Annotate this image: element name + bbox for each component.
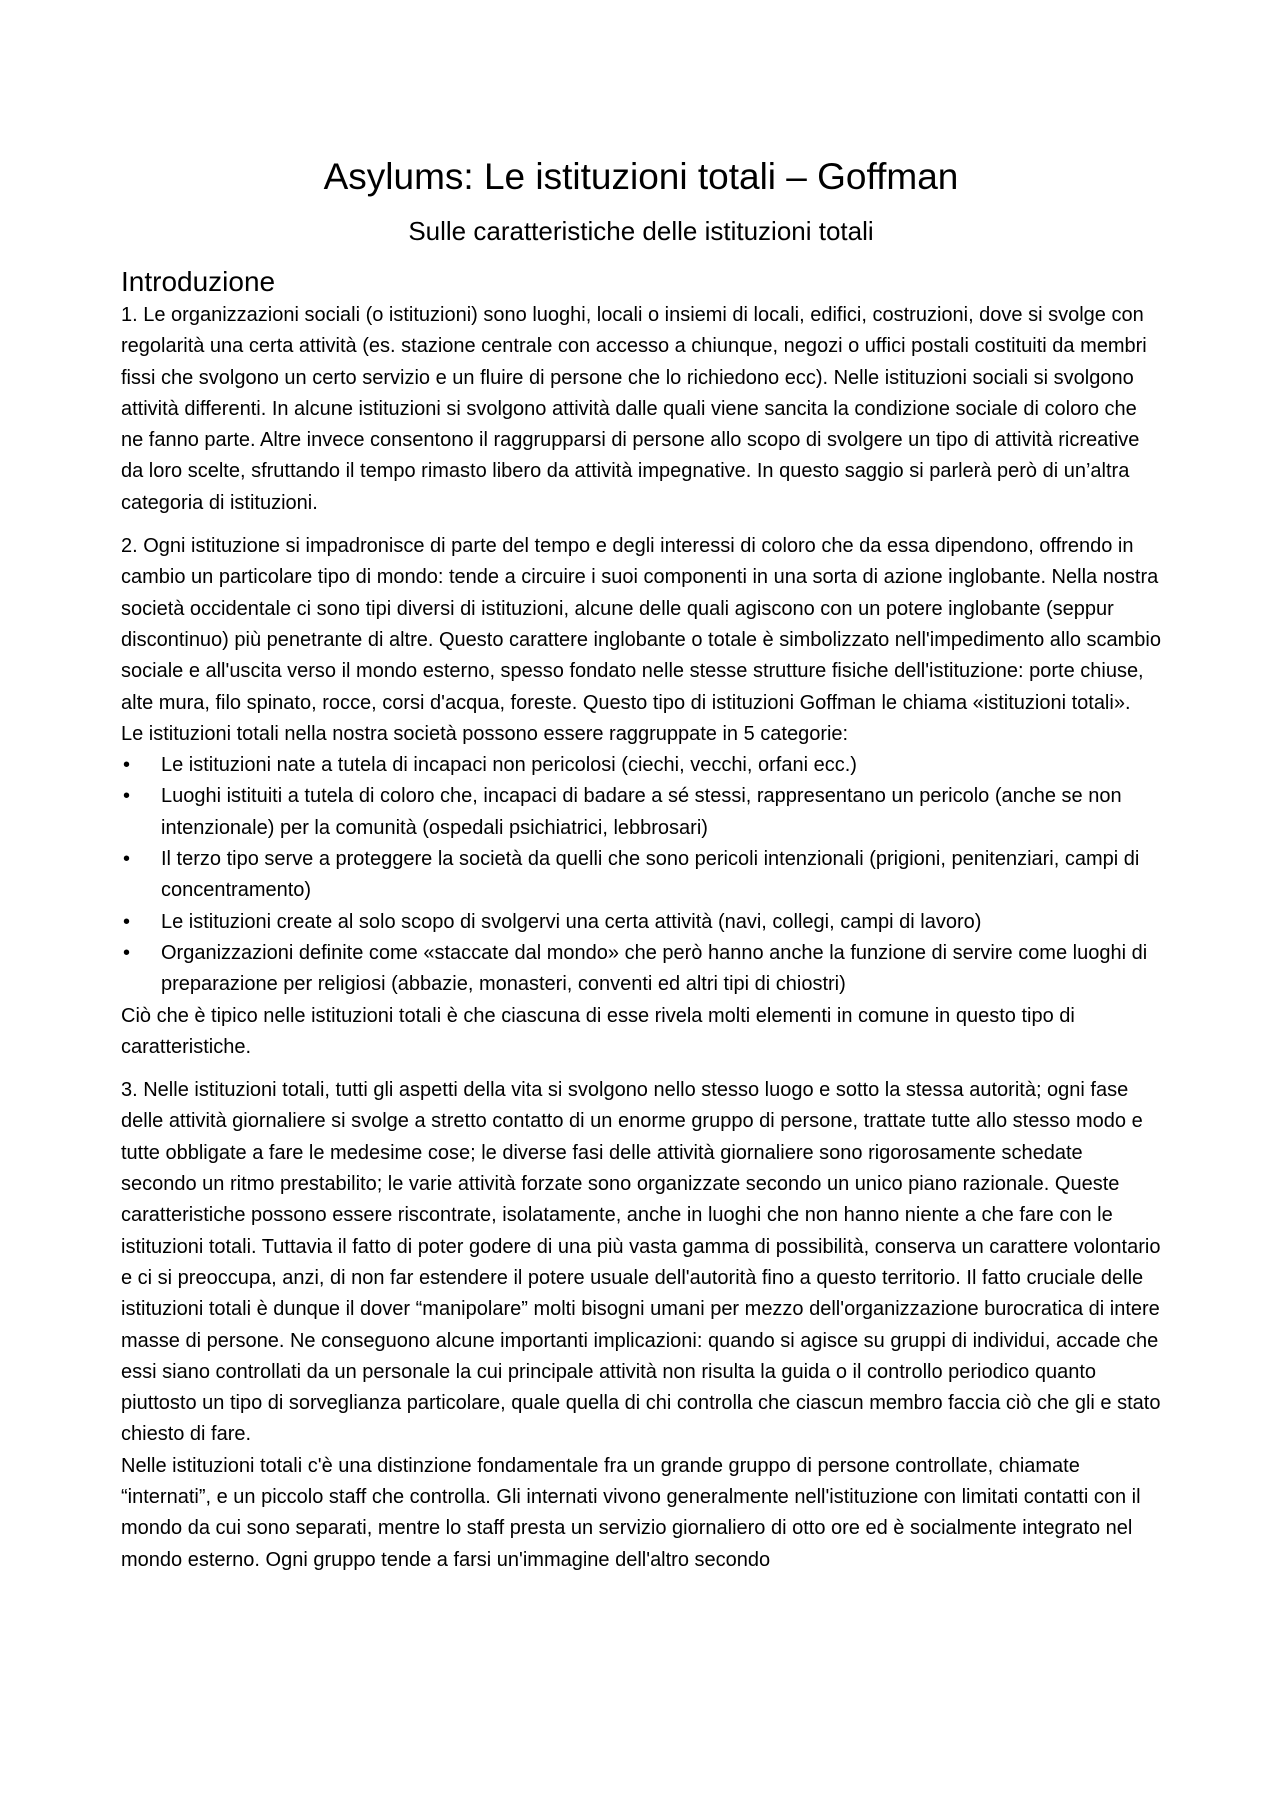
bullet-glyph: • [123, 754, 131, 777]
bullet-glyph: • [123, 910, 131, 933]
section-heading-introduzione: Introduzione [121, 266, 276, 297]
categories-list [121, 750, 1161, 1000]
document-body [121, 150, 1161, 1576]
paragraph-1: 1. Le organizzazioni sociali (o istituzioni) sono luoghi, locali o insiemi di locali, edifici, costruzioni, dove si svolge con regolarità una certa attività (es. stazione centrale con accesso a chiunque, negozi o uffici postali costituiti da membri fissi che svolgono un certo servizio e un fluire di persone che lo richiedono ecc). Nelle istituzioni sociali si svolgono attività differenti. In alcune istituzioni si svolgono attività dalle quali viene sancita la condizione sociale di coloro che ne fanno parte. Altre invece consentono il raggrupparsi di persone allo scopo di svolgere un tipo di attività ricreative da loro scelte, sfruttando il tempo rimasto libero da attività impegnative. In questo saggio si parlerà però di un’altra categoria di istituzioni. [121, 304, 1147, 514]
paragraph-3: 3. Nelle istituzioni totali, tutti gli aspetti della vita si svolgono nello stesso luogo e sotto la stessa autorità; ogni fase delle attività giornaliere si svolge a stretto contatto di un enorme gruppo di persone, trattate tutte allo stesso modo e tutte obbligate a fare le medesime cose; le diverse fasi delle attività giornaliere sono rigorosamente schedate secondo un ritmo prestabilito; le varie attività forzate sono organizzate secondo un unico piano razionale. Queste caratteristiche possono essere riscontrate, isolatamente, anche in luoghi che non hanno niente a che fare con le istituzioni totali. Tuttavia il fatto di poter godere di una più vasta gamma di possibilità, conserva un carattere volontario e ci si preoccupa, anzi, di non far estendere il potere usuale dell'autorità fino a questo territorio. Il fatto cruciale delle istituzioni totali è dunque il dover “manipolare” molti bisogni umani per mezzo dell'organizzazione burocratica di intere masse di persone. Ne conseguono alcune importanti implicazioni: quando si agisce su gruppi di individui, accade che essi siano controllati da un personale la cui principale attività non risulta la guida o il controllo periodico quanto piuttosto un tipo di sorveglianza particolare, quale quella di chi controlla che ciascun membro faccia ciò che gli e stato chiesto di fare. [121, 1079, 1161, 1446]
document-title: Asylums: Le istituzioni totali – Goffman [323, 156, 959, 197]
document-subtitle: Sulle caratteristiche delle istituzioni totali [408, 216, 874, 246]
bullet-glyph: • [123, 785, 131, 808]
list-item [121, 844, 1161, 907]
list-item-text: Luoghi istituiti a tutela di coloro che, incapaci di badare a sé stessi, rappresentano un pericolo (anche se non intenzionale) per la comunità (ospedali psichiatrici, lebbrosari) [161, 785, 1122, 839]
list-item-text: Le istituzioni nate a tutela di incapaci non pericolosi (ciechi, vecchi, orfani ecc.) [161, 754, 857, 777]
paragraph-4: Nelle istituzioni totali c'è una distinzione fondamentale fra un grande gruppo di persone controllate, chiamate “internati”, e un piccolo staff che controlla. Gli internati vivono generalmente nell'istituzione con limitati contatti con il mondo da cui sono separati, mentre lo staff presta un servizio giornaliero di otto ore ed è socialmente integrato nel mondo esterno. Ogni gruppo tende a farsi un'immagine dell'altro secondo [121, 1454, 1141, 1571]
list-intro: Le istituzioni totali nella nostra società possono essere raggruppate in 5 categorie: [121, 722, 849, 745]
list-item [121, 750, 1161, 781]
paragraph-2: 2. Ogni istituzione si impadronisce di parte del tempo e degli interessi di coloro che da essa dipendono, offrendo in cambio un particolare tipo di mondo: tende a circuire i suoi componenti in una sorta di azione inglobante. Nella nostra società occidentale ci sono tipi diversi di istituzioni, alcune delle quali agiscono con un potere inglobante (seppur discontinuo) più penetrante di altre. Questo carattere inglobante o totale è simbolizzato nell'impedimento allo scambio sociale e all'uscita verso il mondo esterno, spesso fondato nelle stesse strutture fisiche dell'istituzione: porte chiuse, alte mura, filo spinato, rocce, corsi d'acqua, foreste. Questo tipo di istituzioni Goffman le chiama «istituzioni totali». [121, 535, 1161, 714]
list-item [121, 938, 1161, 1001]
list-item [121, 781, 1161, 844]
list-item-text: Il terzo tipo serve a proteggere la società da quelli che sono pericoli intenzionali (prigioni, penitenziari, campi di concentramento) [161, 848, 1140, 902]
list-item-text: Organizzazioni definite come «staccate dal mondo» che però hanno anche la funzione di servire come luoghi di preparazione per religiosi (abbazie, monasteri, conventi ed altri tipi di chiostri) [161, 941, 1148, 996]
list-outro: Ciò che è tipico nelle istituzioni totali è che ciascuna di esse rivela molti elementi in comune in questo tipo di caratteristiche. [121, 1004, 1075, 1058]
bullet-glyph: • [123, 941, 131, 964]
list-item [121, 907, 1161, 938]
bullet-glyph: • [123, 848, 131, 871]
list-item-text: Le istituzioni create al solo scopo di svolgervi una certa attività (navi, collegi, campi di lavoro) [161, 910, 982, 933]
